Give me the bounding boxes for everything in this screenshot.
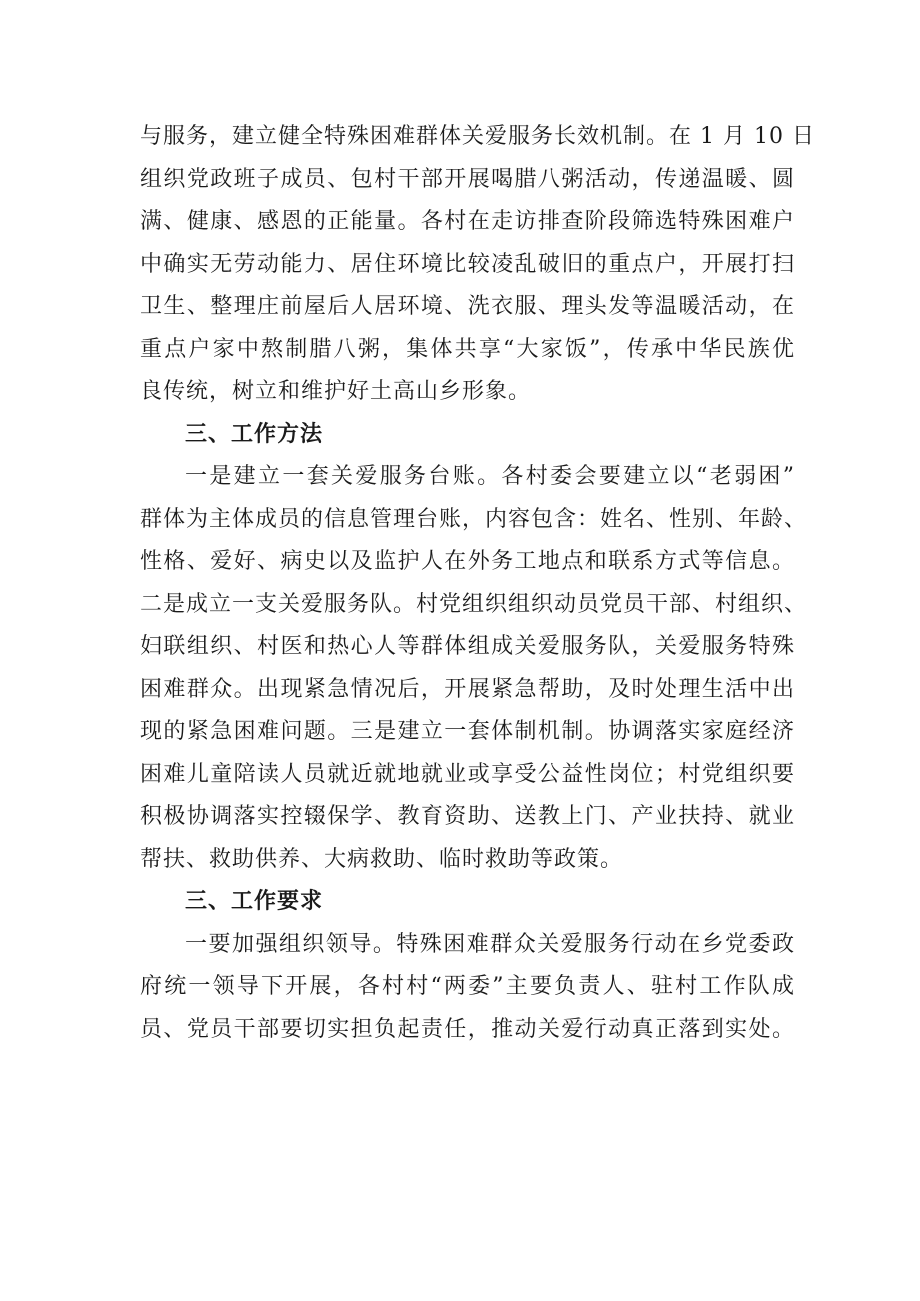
text-line: 府统一领导下开展，各村村“两委”主要负责人、驻村工作队成 — [140, 974, 795, 999]
text-line: 一要加强组织领导。特殊困难群众关爱服务行动在乡党委政 — [185, 931, 795, 957]
text-line: 组织党政班子成员、包村干部开展喝腊八粥活动，传递温暖、圆 — [140, 166, 795, 192]
text-line: 重点户家中熬制腊八粥，集体共享“大家饭”，传承中华民族优 — [140, 336, 795, 362]
text-line: 困难群众。出现紧急情况后，开展紧急帮助，及时处理生活中出 — [140, 676, 795, 702]
text-line: 帮扶、救助供养、大病救助、临时救助等政策。 — [140, 846, 624, 872]
text-line: 性格、爱好、病史以及监护人在外务工地点和联系方式等信息。 — [140, 549, 795, 574]
text-line: 良传统，树立和维护好土高山乡形象。 — [140, 379, 532, 404]
text-line: 员、党员干部要切实担负起责任，推动关爱行动真正落到实处。 — [140, 1016, 795, 1042]
text-line: 卫生、整理庄前屋后人居环境、洗衣服、理头发等温暖活动，在 — [140, 294, 795, 319]
text-line: 妇联组织、村医和热心人等群体组成关爱服务队，关爱服务特殊 — [140, 634, 795, 659]
document-body — [140, 116, 815, 1051]
text-line: 一是建立一套关爱服务台账。各村委会要建立以“老弱困” — [185, 464, 795, 489]
text-line: 满、健康、感恩的正能量。各村在走访排查阶段筛选特殊困难户 — [140, 209, 795, 234]
text-line: 中确实无劳动能力、居住环境比较凌乱破旧的重点户，开展打扫 — [140, 251, 795, 277]
section-heading-methods: 三、工作方法 — [185, 421, 324, 447]
text-line: 群体为主体成员的信息管理台账，内容包含：姓名、性别、年龄、 — [140, 506, 808, 532]
text-line: 与服务，建立健全特殊困难群体关爱服务长效机制。在 1 月 10 日 — [140, 124, 815, 149]
section-heading-requirements: 三、工作要求 — [185, 889, 324, 914]
text-line: 困难儿童陪读人员就近就地就业或享受公益性岗位；村党组织要 — [140, 761, 795, 787]
text-line: 二是成立一支关爱服务队。村党组织组织动员党员干部、村组织、 — [140, 591, 808, 617]
text-line: 积极协调落实控辍保学、教育资助、送教上门、产业扶持、就业 — [140, 804, 795, 829]
text-line: 现的紧急困难问题。三是建立一套体制机制。协调落实家庭经济 — [140, 719, 795, 744]
